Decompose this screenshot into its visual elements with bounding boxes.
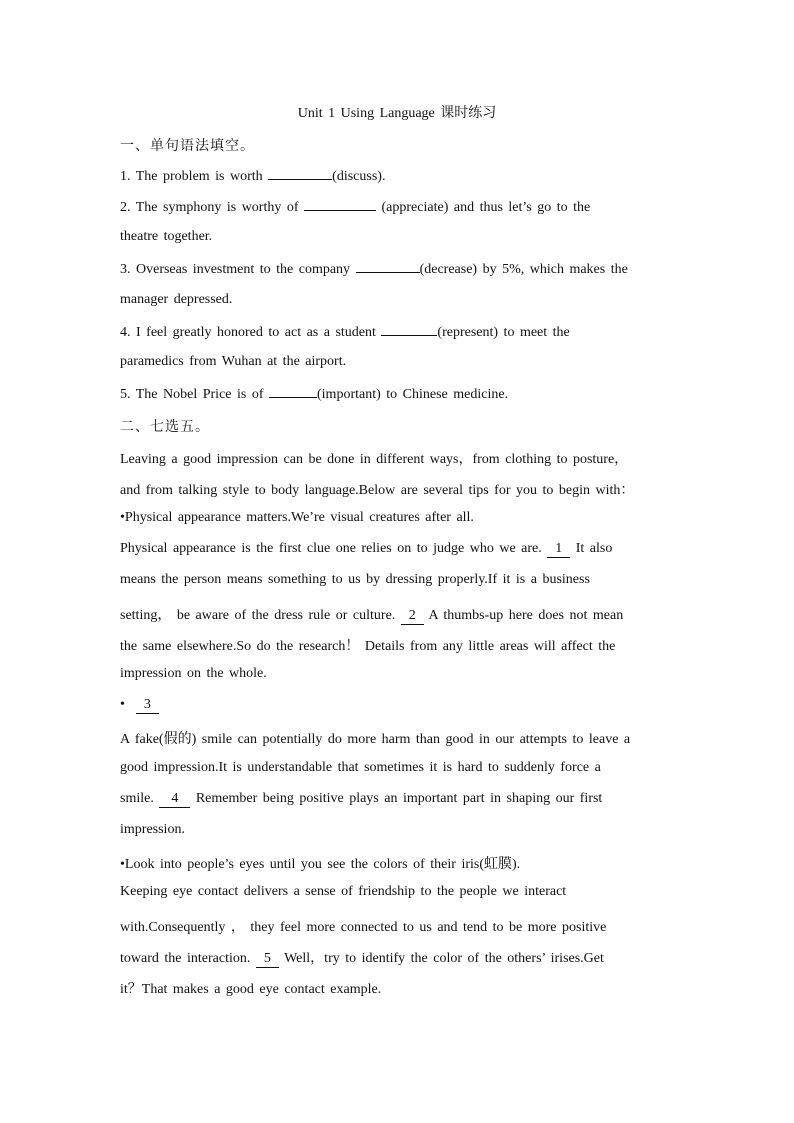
blank-5: 5 xyxy=(256,951,279,968)
blank-1: 1 xyxy=(547,541,570,558)
paragraph-1-line-1: Physical appearance is the first clue one relies on to judge who we are. 1 It also xyxy=(120,541,613,556)
page-title: Unit 1 Using Language 课时练习 xyxy=(297,106,497,121)
question-4-cont: paramedics from Wuhan at the airport. xyxy=(120,354,347,369)
paragraph-2-line-2: good impression.It is understandable that sometimes it is hard to suddenly force a xyxy=(120,760,601,775)
question-2: 2. The symphony is worthy of (appreciate) and thus let’s go to the xyxy=(120,200,591,215)
tip-1: •Physical appearance matters.We’re visual creatures after all. xyxy=(120,510,474,525)
blank-2: 2 xyxy=(401,608,424,625)
blank-4: 4 xyxy=(159,791,190,808)
paragraph-1-line-5: impression on the whole. xyxy=(120,666,267,681)
paragraph-1-line-2: means the person means something to us by dressing properly.If it is a business xyxy=(120,572,590,587)
question-1: 1. The problem is worth (discuss). xyxy=(120,169,386,184)
answer-blank xyxy=(381,323,437,336)
question-4: 4. I feel greatly honored to act as a student (represent) to meet the xyxy=(120,325,570,340)
answer-blank xyxy=(268,167,332,180)
question-2-cont: theatre together. xyxy=(120,229,213,244)
section2-heading: 二、七选五。 xyxy=(120,419,210,435)
question-3: 3. Overseas investment to the company (decrease) by 5%, which makes the xyxy=(120,262,628,277)
question-5: 5. The Nobel Price is of (important) to Chinese medicine. xyxy=(120,387,509,402)
paragraph-3-line-1: Keeping eye contact delivers a sense of friendship to the people we interact xyxy=(120,884,567,899)
tip-3: •Look into people’s eyes until you see the colors of their iris(虹膜). xyxy=(120,857,521,872)
intro-line-2: and from talking style to body language.Below are several tips for you to begin with： xyxy=(120,483,635,498)
answer-blank xyxy=(269,385,317,398)
paragraph-1-line-3: setting， be aware of the dress rule or culture. 2 A thumbs-up here does not mean xyxy=(120,608,624,623)
paragraph-2-line-4: impression. xyxy=(120,822,185,837)
intro-line-1: Leaving a good impression can be done in different ways，from clothing to posture， xyxy=(120,452,629,467)
answer-blank xyxy=(304,198,376,211)
section1-heading: 一、单句语法填空。 xyxy=(120,138,255,154)
bullet-icon: • xyxy=(120,697,125,712)
paragraph-3-line-2: with.Consequently ， they feel more connected to us and tend to be more positive xyxy=(120,920,607,935)
blank-3: 3 xyxy=(136,697,159,714)
question-3-cont: manager depressed. xyxy=(120,292,233,307)
paragraph-3-line-3: toward the interaction. 5 Well，try to identify the color of the others’ irises.Get xyxy=(120,951,604,966)
paragraph-1-line-4: the same elsewhere.So do the research！ Details from any little areas will affect the xyxy=(120,639,616,654)
paragraph-2-line-1: A fake(假的) smile can potentially do more harm than good in our attempts to leave a xyxy=(120,732,631,747)
tip-2-blank xyxy=(120,697,159,714)
paragraph-2-line-3: smile. 4 Remember being positive plays an important part in shaping our first xyxy=(120,791,603,806)
paragraph-3-line-4: it？That makes a good eye contact example. xyxy=(120,982,382,997)
answer-blank xyxy=(356,260,420,273)
